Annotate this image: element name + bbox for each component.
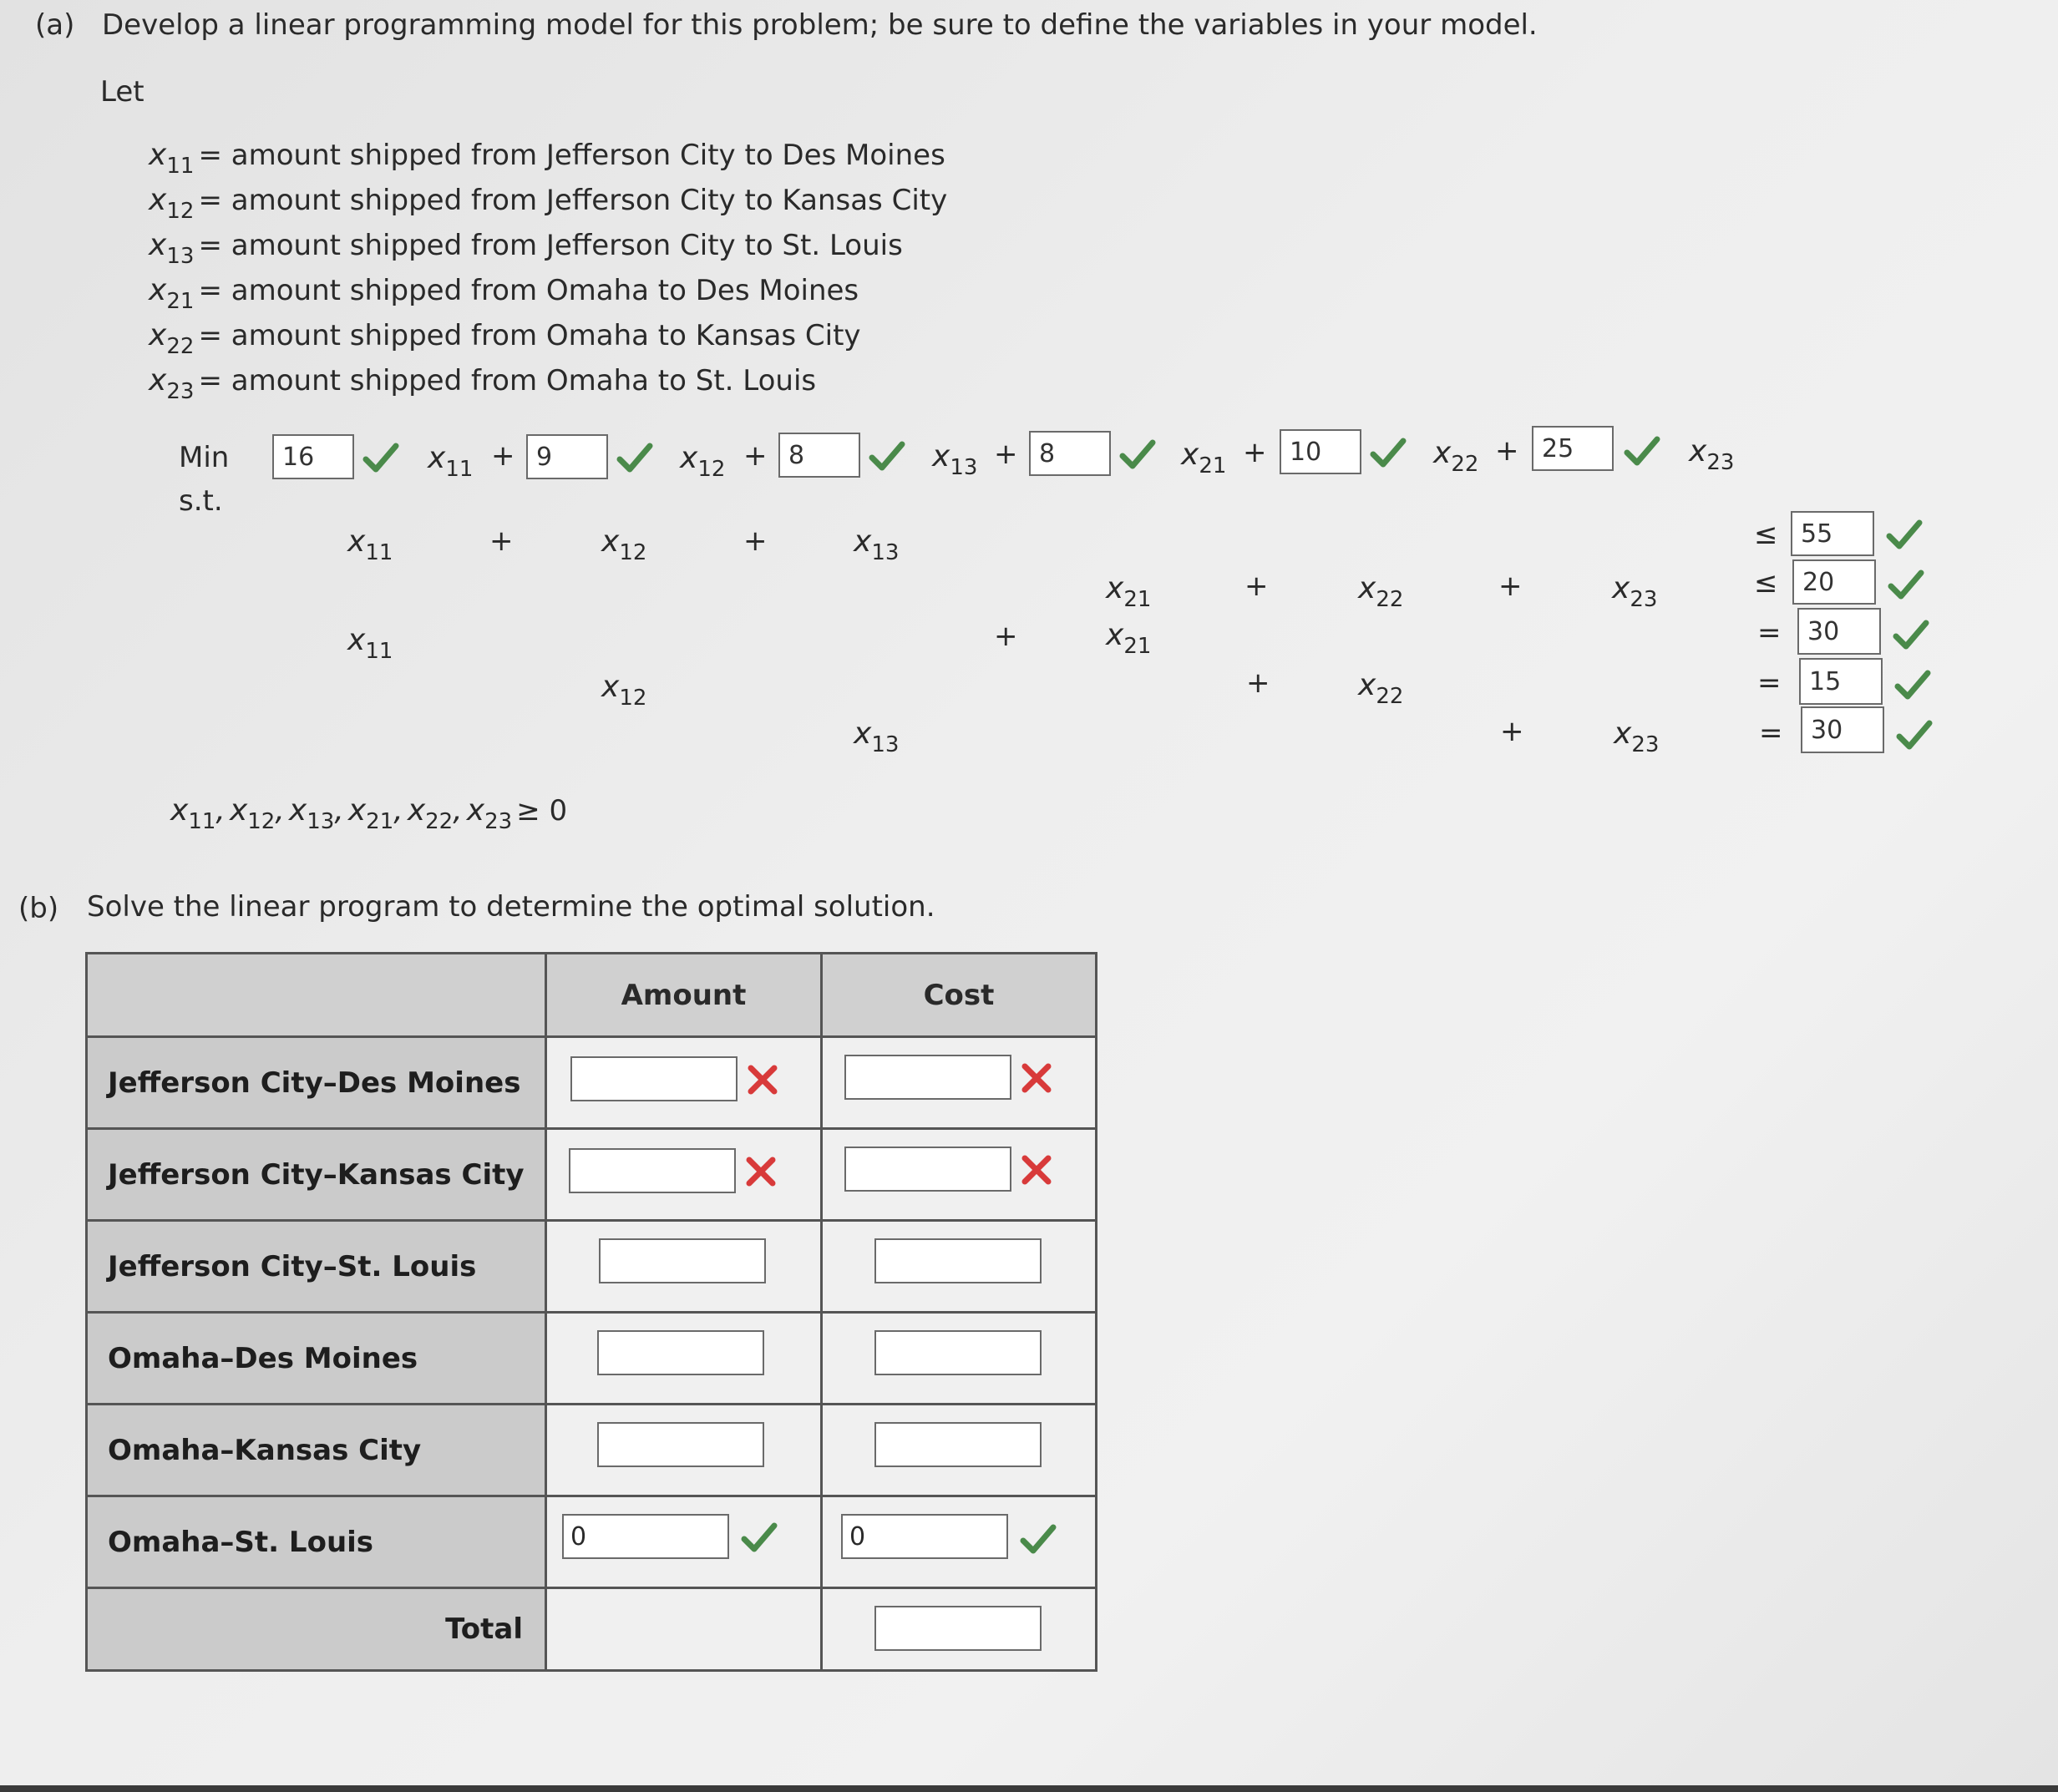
part-b-prompt: Solve the linear program to determine the optimal solution. [87, 890, 935, 924]
plus-sign: + [743, 439, 768, 473]
plus-sign: + [1500, 715, 1524, 748]
check-icon [1894, 668, 1931, 701]
amount-input[interactable] [570, 1056, 738, 1101]
constraint-sign: = [1759, 716, 1783, 750]
check-icon [741, 1521, 778, 1554]
plus-sign: + [1498, 569, 1523, 603]
cost-header: Cost [823, 954, 1095, 1038]
cost-input[interactable] [844, 1055, 1011, 1100]
constraint-term: $x_{22}$ [1358, 668, 1404, 709]
check-icon [1886, 518, 1923, 551]
incorrect-icon [743, 1155, 779, 1188]
plus-sign: + [1244, 569, 1269, 603]
check-icon [1119, 438, 1156, 471]
plus-sign: + [994, 620, 1018, 653]
amount-input[interactable] [597, 1330, 764, 1375]
constraint-term: $x_{11}$ [347, 623, 393, 664]
constraint-sign: ≤ [1754, 566, 1778, 600]
plus-sign: + [994, 438, 1018, 471]
table-row-label: Jefferson City–Kansas City [88, 1130, 547, 1222]
constraint-term: $x_{21}$ [1106, 571, 1152, 612]
incorrect-icon [1018, 1061, 1055, 1095]
check-icon [869, 439, 905, 473]
solution-table [85, 952, 1097, 1672]
cost-input[interactable] [874, 1422, 1042, 1467]
constraint-sign: = [1757, 616, 1782, 650]
check-icon [1896, 718, 1933, 752]
plus-sign: + [491, 439, 515, 473]
plus-sign: + [1246, 666, 1270, 700]
objective-coef-x23-input[interactable]: 25 [1532, 426, 1614, 471]
constraint-term: $x_{12}$ [601, 524, 647, 565]
screen-bottom-edge [0, 1785, 2058, 1792]
check-icon [362, 441, 399, 474]
st-label: s.t. [179, 484, 223, 518]
cost-input[interactable] [874, 1238, 1042, 1283]
plus-sign: + [1243, 436, 1267, 469]
table-row-label: Omaha–Des Moines [88, 1314, 547, 1405]
part-a-prompt: Develop a linear programming model for this problem; be sure to define the variables in your model. [102, 8, 1538, 42]
objective-coef-x11-input[interactable]: 16 [272, 434, 354, 479]
objective-coef-x22-input[interactable]: 10 [1280, 429, 1361, 474]
check-icon [1893, 618, 1929, 651]
amount-input[interactable] [597, 1422, 764, 1467]
constraint-term: $x_{13}$ [854, 716, 900, 757]
rhs-input-2[interactable]: 20 [1792, 559, 1876, 605]
objective-coef-x21-input[interactable]: 8 [1029, 431, 1111, 476]
total-amount-cell [547, 1589, 823, 1669]
constraint-term: $x_{12}$ [601, 670, 647, 711]
rhs-input-1[interactable]: 55 [1791, 511, 1874, 556]
total-cost-input[interactable] [874, 1606, 1042, 1651]
cost-input[interactable] [844, 1147, 1011, 1192]
rhs-input-3[interactable]: 30 [1797, 608, 1881, 655]
plus-sign: + [1495, 434, 1519, 468]
objective-coef-x13-input[interactable]: 8 [778, 433, 860, 478]
objective-term-x12: $x_{12}$ [680, 441, 726, 482]
table-row-label: Jefferson City–St. Louis [88, 1222, 547, 1314]
variable-definition: $x_{21}$ = amount shipped from Omaha to Des Moines [149, 273, 859, 314]
check-icon [1624, 434, 1660, 468]
objective-term-x11: $x_{11}$ [428, 441, 474, 482]
part-a-label: (a) [35, 8, 75, 42]
rhs-input-4[interactable]: 15 [1799, 658, 1883, 705]
constraint-term: $x_{21}$ [1106, 618, 1152, 659]
rhs-input-5[interactable]: 30 [1801, 706, 1884, 753]
check-icon [616, 441, 653, 474]
table-row-label: Jefferson City–Des Moines [88, 1038, 547, 1130]
constraint-term: $x_{22}$ [1358, 571, 1404, 612]
amount-input[interactable]: 0 [562, 1514, 729, 1559]
plus-sign: + [489, 524, 514, 558]
objective-term-x23: $x_{23}$ [1689, 434, 1735, 475]
incorrect-icon [744, 1063, 781, 1096]
constraint-term: $x_{11}$ [347, 524, 393, 565]
constraint-term: $x_{23}$ [1612, 571, 1658, 612]
plus-sign: + [743, 524, 768, 558]
constraint-term: $x_{23}$ [1614, 716, 1660, 757]
objective-term-x21: $x_{21}$ [1181, 438, 1227, 478]
cost-input[interactable]: 0 [841, 1514, 1008, 1559]
check-icon [1888, 568, 1924, 601]
constraint-sign: ≤ [1754, 518, 1778, 551]
amount-input[interactable] [569, 1148, 736, 1193]
constraint-sign: = [1757, 666, 1782, 700]
constraint-term: $x_{13}$ [854, 524, 900, 565]
variable-definition: $x_{11}$ = amount shipped from Jefferson City to Des Moines [149, 138, 945, 179]
part-b-label: (b) [18, 892, 59, 925]
variable-definition: $x_{22}$ = amount shipped from Omaha to Kansas City [149, 318, 861, 359]
amount-header: Amount [547, 954, 823, 1038]
variable-definition: $x_{12}$ = amount shipped from Jefferson City to Kansas City [149, 183, 948, 224]
incorrect-icon [1018, 1153, 1055, 1187]
total-label: Total [88, 1589, 547, 1669]
table-row-label: Omaha–Kansas City [88, 1405, 547, 1497]
table-row-label: Omaha–St. Louis [88, 1497, 547, 1589]
objective-term-x22: $x_{22}$ [1433, 436, 1479, 477]
nonnegativity-constraint: $x_{11}$, $x_{12}$, $x_{13}$, $x_{21}$, $x_{22}$, $x_{23} \ge 0$ [170, 793, 568, 834]
amount-input[interactable] [599, 1238, 766, 1283]
table-header-blank [88, 954, 547, 1038]
check-icon [1370, 436, 1407, 469]
objective-term-x13: $x_{13}$ [932, 439, 978, 480]
objective-coef-x12-input[interactable]: 9 [526, 434, 608, 479]
variable-definition: $x_{13}$ = amount shipped from Jefferson City to St. Louis [149, 228, 903, 269]
cost-input[interactable] [874, 1330, 1042, 1375]
variable-definition: $x_{23}$ = amount shipped from Omaha to St. Louis [149, 363, 817, 404]
check-icon [1020, 1522, 1057, 1556]
min-label: Min [179, 441, 230, 474]
let-label: Let [100, 75, 144, 109]
